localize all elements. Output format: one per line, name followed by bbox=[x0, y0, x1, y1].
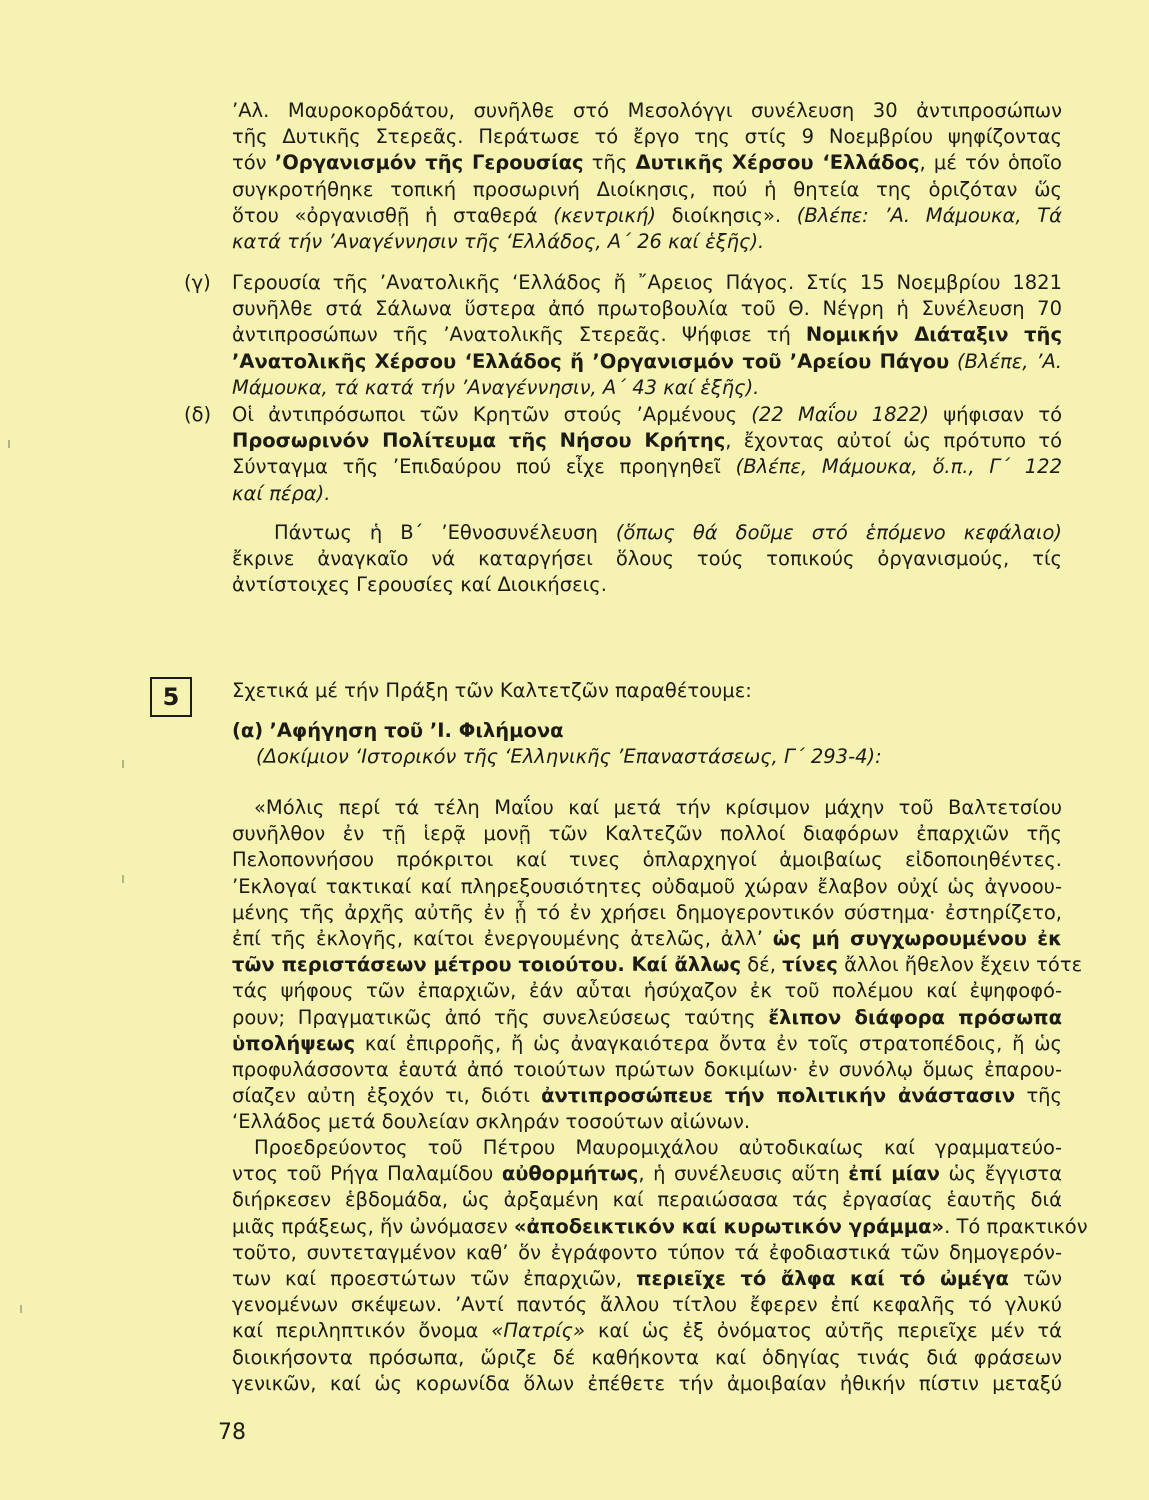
text-line: ‘Ελλάδος μετά δουλείαν σκληράν τοσούτων αἰώνων. bbox=[232, 1110, 751, 1134]
text-line: ’Εκλογαί τακτικαί καί πληρεξουσιότητες οὐδαμοῦ χώραν ἔλαβον οὐχί ὡς ἀγνοου- bbox=[232, 874, 1062, 898]
text-line: ντος τοῦ Ρήγα Παλαμίδου αὐθορμήτως, ἡ συνέλευσις αὕτη ἐπί μίαν ὡς ἔγγιστα bbox=[232, 1162, 1063, 1186]
text-line: Πελοποννήσου πρόκριτοι καί τινες ὁπλαρχηγοί ἀμοιβαίως εἰδοποιηθέντες. bbox=[232, 848, 1062, 872]
text-line: των καί προεστώτων τῶν ἐπαρχιῶν, περιεῖχε τό ἄλφα καί τό ὠμέγα τῶν bbox=[232, 1266, 1062, 1290]
text-line: συγκροτήθηκε τοπική προσωρινή Διοίκησις, πού ἡ θητεία της ὁριζόταν ὥς bbox=[232, 177, 1062, 201]
text-line: Οἱ ἀντιπρόσωποι τῶν Κρητῶν στούς ’Αρμένους (22 Μαΐου 1822) ψήφισαν τό bbox=[232, 403, 1063, 426]
item-gamma bbox=[184, 270, 1063, 401]
section-heading bbox=[232, 678, 1062, 704]
subsection-alpha bbox=[232, 718, 1062, 770]
intro-paragraph bbox=[232, 98, 1062, 255]
text-line: Προσωρινόν Πολίτευμα τῆς Νήσου Κρήτης, ἔχοντας αὐτοί ὡς πρότυπο τό bbox=[232, 429, 1063, 453]
text-line: ἀντιπροσώπων τῆς ’Ανατολικῆς Στερεᾶς. Ψήφισε τή Νομικήν Διάταξιν τῆς bbox=[232, 323, 1063, 347]
text-line: διήρκεσεν ἑβδομάδα, ὡς ἀρξαμένη καί περαιώσασα τάς ἐργασίας ἑαυτῆς διά bbox=[232, 1188, 1062, 1212]
subsection-title: (α) ’Αφήγηση τοῦ ’Ι. Φιλήμονα bbox=[232, 719, 564, 742]
text-line: σίαζεν αὐτη ἐξοχόν τι, διότι ἀντιπροσώπευε τήν πολιτικήν ἀνάστασιν τῆς bbox=[232, 1084, 1062, 1108]
text-line: ρουν; Πραγματικῶς ἀπό τῆς συνελεύσεως ταύτης ἔλιπον διάφορα πρόσωπα bbox=[232, 1005, 1062, 1029]
text-line: τῆς Δυτικῆς Στερεᾶς. Περάτωσε τό ἔργο της στίς 9 Νοεμβρίου ψηφίζοντας bbox=[232, 125, 1062, 149]
text-line: ἐπί τῆς ἐκλογῆς, καίτοι ἐνεργουμένης ἀτελῶς, ἀλλ’ ὡς μή συγχωρουμένου ἐκ bbox=[232, 926, 1062, 950]
scan-speck bbox=[122, 760, 124, 768]
text-line: τόν ’Οργανισμόν τῆς Γερουσίας τῆς Δυτικῆς Χέρσου ‘Ελλάδος, μέ τόν ὁποῖο bbox=[232, 151, 1062, 175]
text-line: γενικῶν, καί ὡς κορωνίδα ὅλων ἐπέθετε τήν ἀμοιβαίαν ἠθικήν πίστιν μεταξύ bbox=[232, 1371, 1062, 1395]
text-line: μένης τῆς ἀρχῆς αὐτῆς ἐν ᾗ τό ἐν χρήσει δημογεροντικόν σύστημα· ἐστηρίζετο, bbox=[232, 900, 1062, 924]
text-line: γενομένων σκέψεων. ’Αντί παντός ἄλλου τίτλου ἔφερεν ἐπί κεφαλῆς τό γλυκύ bbox=[232, 1293, 1062, 1317]
item-delta bbox=[184, 402, 1063, 507]
text-line: συνῆλθον ἐν τῇ ἱερᾷ μονῇ τῶν Καλτεζῶν πολλοί διαφόρων ἐπαρχιῶν τῆς bbox=[232, 822, 1062, 846]
text-line: ὅτου «ὀργανισθῇ ἡ σταθερά (κεντρική) διοίκησις». (Βλέπε: ’Α. Μάμουκα, Τά bbox=[232, 203, 1063, 227]
text-line: ἀντίστοιχες Γερουσίες καί Διοικήσεις. bbox=[232, 573, 607, 597]
closing-paragraph bbox=[232, 520, 1062, 599]
text-line: κατά τήν ’Αναγέννησιν τῆς ‘Ελλάδος, Α΄ 26 καί ἑξῆς). bbox=[232, 229, 765, 253]
quote-paragraph-2 bbox=[232, 1135, 1088, 1397]
text-line: προφυλάσσοντα ἑαυτά ἀπό τοιούτων πρώτων δοκιμίων· ἐν συνόλῳ ὅμως ἐπαρου- bbox=[232, 1057, 1062, 1081]
text-line: ἔκρινε ἀναγκαῖο νά καταργήσει ὅλους τούς τοπικούς ὀργανισμούς, τίς bbox=[232, 547, 1062, 571]
text-line: ’Αλ. Μαυροκορδάτου, συνῆλθε στό Μεσολόγγι συνέλευση 30 ἀντιπροσώπων bbox=[232, 99, 1062, 122]
item-label: (γ) bbox=[184, 271, 211, 294]
text-line: τοῦτο, συντεταγμένον καθ’ ὅν ἐγράφοντο τύπον τά ἐφοδιαστικά τῶν δημογερόν- bbox=[232, 1240, 1062, 1264]
text-line: διοικήσοντα πρόσωπα, ὥριζε δέ καθήκοντα καί ὁδηγίας τινάς διά φράσεων bbox=[232, 1345, 1062, 1369]
quote-paragraph-1 bbox=[232, 795, 1083, 1135]
item-label: (δ) bbox=[184, 403, 212, 426]
text-line: μιᾶς πράξεως, ἥν ὠνόμασεν «ἀποδεικτικόν καί κυρωτικόν γράμμα». Τό πρακτικόν bbox=[232, 1214, 1088, 1238]
text-line: ὑπολήψεως καί ἐπιρροῆς, ἤ ὡς ἀναγκαιότερα ὄντα ἐν τοῖς στρατοπέδοις, ἤ ὡς bbox=[232, 1031, 1062, 1055]
text-line: τάς ψήφους τῶν ἐπαρχιῶν, ἐάν αὗται ἡσύχαζον ἐκ τοῦ πολέμου καί ἐψηφοφό- bbox=[232, 979, 1062, 1003]
text-line: «Μόλις περί τά τέλη Μαΐου καί μετά τήν κρίσιμον μάχην τοῦ Βαλτετσίου bbox=[254, 796, 1062, 819]
text-line: Γερουσία τῆς ’Ανατολικῆς ‘Ελλάδος ἤ ῎Αρειος Πάγος. Στίς 15 Νοεμβρίου 1821 bbox=[232, 271, 1062, 294]
subsection-source: (Δοκίμιον ‘Ιστορικόν τῆς ‘Ελληνικῆς ’Επαναστάσεως, Γ΄ 293-4): bbox=[256, 745, 882, 769]
text-line: τῶν περιστάσεων μέτρου τοιούτου. Καί ἄλλως δέ, τίνες ἄλλοι ἤθελον ἔχειν τότε bbox=[232, 953, 1083, 977]
text-line: συνῆλθε στά Σάλωνα ὕστερα ἀπό πρωτοβουλία τοῦ Θ. Νέγρη ἡ Συνέλευση 70 bbox=[232, 297, 1062, 321]
text-line: Πάντως ἡ Β΄ ’Εθνοσυνέλευση (ὅπως θά δοῦμε στό ἑπόμενο κεφάλαιο) bbox=[274, 521, 1062, 544]
text-line: καί πέρα). bbox=[232, 481, 331, 505]
scan-speck bbox=[122, 875, 124, 883]
bold-term: ’Οργανισμόν τῆς Γερουσίας bbox=[274, 151, 584, 175]
text-line: Σύνταγμα τῆς ’Επιδαύρου πού εἶχε προηγηθεῖ (Βλέπε, Μάμουκα, ὅ.π., Γ΄ 122 bbox=[232, 455, 1062, 479]
text-line: Μάμουκα, τά κατά τήν ’Αναγέννησιν, Α΄ 43 καί ἑξῆς). bbox=[232, 375, 760, 399]
scan-speck bbox=[20, 1305, 22, 1313]
page-number: 78 bbox=[218, 1420, 246, 1445]
section-number-box: 5 bbox=[150, 677, 192, 717]
bold-term: Δυτικῆς Χέρσου ‘Ελλάδος bbox=[635, 151, 920, 175]
text-line: Προεδρεύοντος τοῦ Πέτρου Μαυρομιχάλου αὐτοδικαίως καί γραμματεύο- bbox=[254, 1136, 1062, 1159]
section-heading-text: Σχετικά μέ τήν Πράξη τῶν Καλτετζῶν παραθέτουμε: bbox=[232, 679, 752, 702]
scan-speck bbox=[8, 440, 10, 448]
text-line: καί περιληπτικόν ὄνομα «Πατρίς» καί ὡς ἐξ ὀνόματος αὐτῆς περιεῖχε μέν τά bbox=[232, 1319, 1062, 1343]
text-line: ’Ανατολικῆς Χέρσου ‘Ελλάδος ἤ ’Οργανισμόν τοῦ ’Αρείου Πάγου (Βλέπε, ’Α. bbox=[232, 349, 1062, 373]
